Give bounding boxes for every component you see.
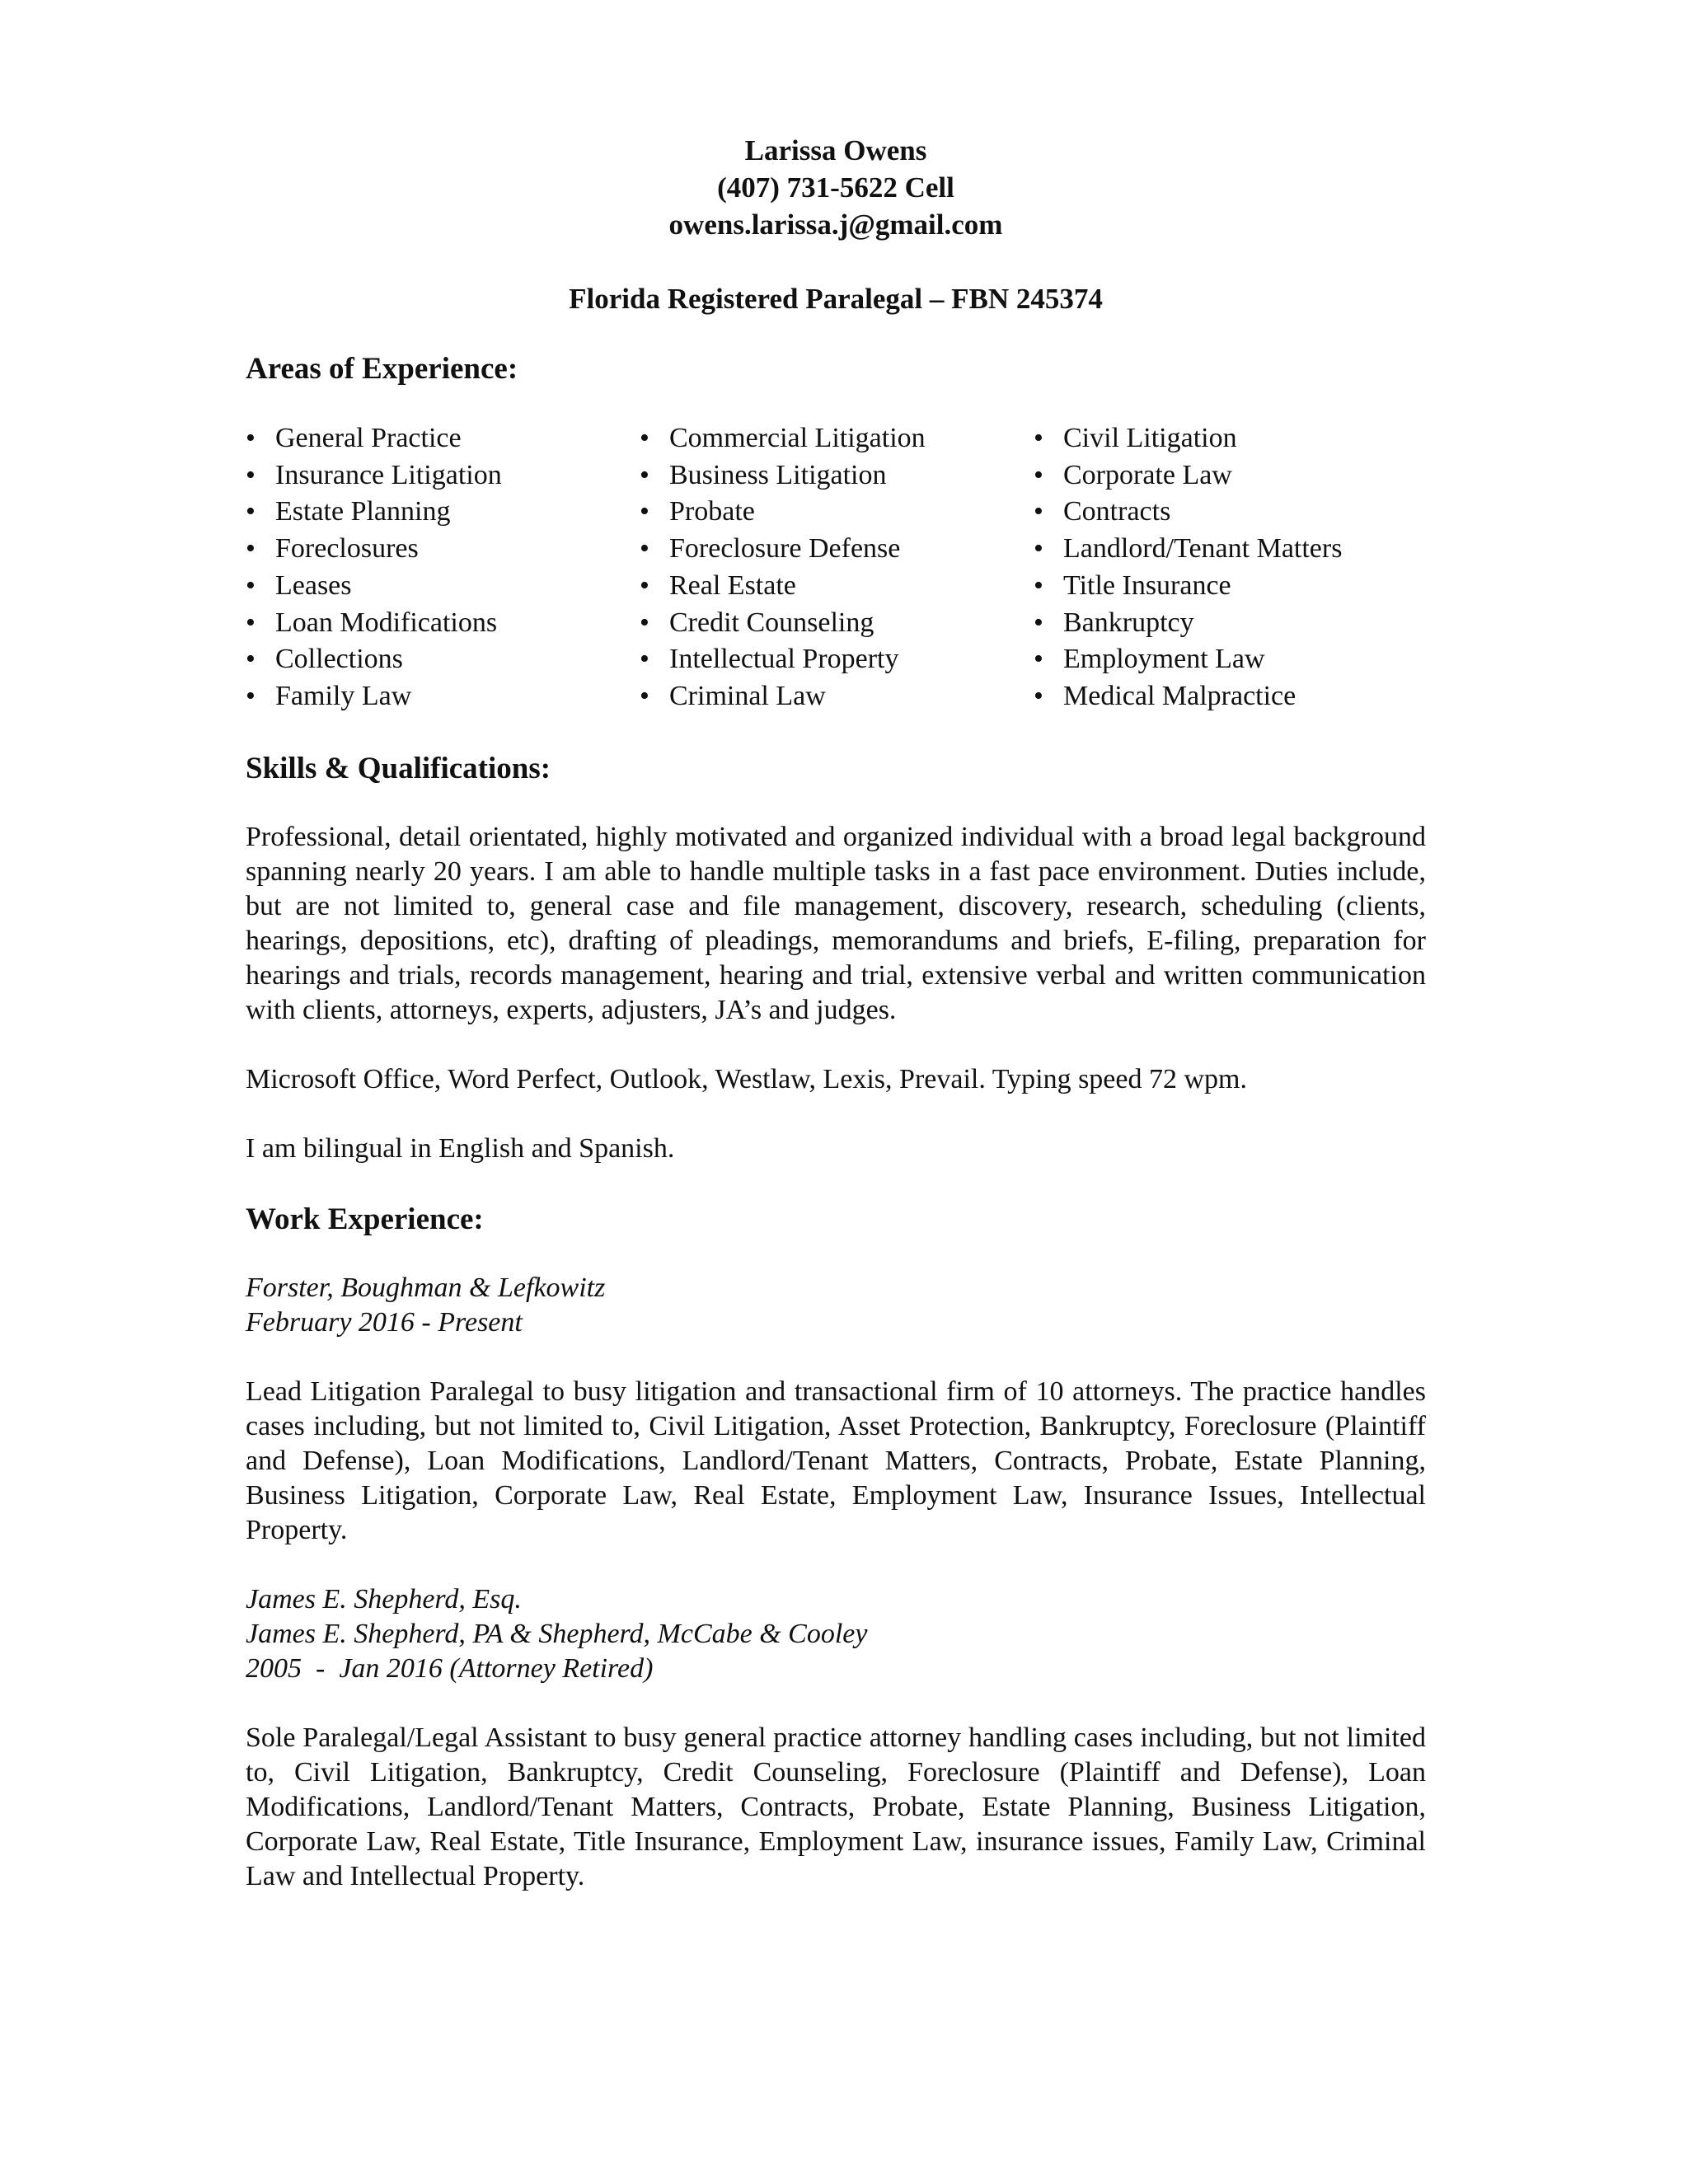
skills-summary: Professional, detail orientated, highly motivated and organized individual with a broad legal background spanning nearly 20 years. I am able to handle multiple tasks in a fast pace environment. Duties include, but are not limited to, general case and file management, discovery, research, scheduling (clients, hearings, depositions, etc), drafting of pleadings, memorandums and briefs, E-filing, preparation for hearings and trials, records management, hearing and trial, extensive verbal and written communication with clients, attorneys, experts, adjusters, JA’s and judges.: [246, 821, 1426, 1025]
area-item: • Corporate Law: [1034, 457, 1426, 494]
area-item: • Foreclosures: [246, 531, 640, 568]
areas-column-1: [246, 420, 640, 715]
area-item: • Landlord/Tenant Matters: [1034, 531, 1426, 568]
job-2-attorney: James E. Shepherd, Esq.: [246, 1583, 522, 1615]
candidate-phone: (407) 731-5622 Cell: [717, 171, 954, 204]
areas-grid: [246, 420, 1426, 715]
area-item: • Credit Counseling: [640, 605, 1034, 642]
area-item: • General Practice: [246, 420, 640, 457]
candidate-email: owens.larissa.j@gmail.com: [668, 209, 1003, 241]
area-item: • Business Litigation: [640, 457, 1034, 494]
area-item: • Collections: [246, 641, 640, 678]
areas-heading: Areas of Experience:: [246, 352, 518, 386]
area-item: • Probate: [640, 494, 1034, 531]
candidate-name: Larissa Owens: [744, 134, 927, 166]
skills-languages: I am bilingual in English and Spanish.: [246, 1132, 675, 1164]
area-item: • Intellectual Property: [640, 641, 1034, 678]
area-item: • Medical Malpractice: [1034, 678, 1426, 715]
job-2-header: [246, 1582, 1426, 1686]
area-item: • Leases: [246, 568, 640, 605]
job-1-header: [246, 1271, 1426, 1340]
skills-software: Microsoft Office, Word Perfect, Outlook, Westlaw, Lexis, Prevail. Typing speed 72 wpm.: [246, 1063, 1247, 1094]
areas-column-2: [640, 420, 1034, 715]
area-item: • Loan Modifications: [246, 605, 640, 642]
job-1-description: Lead Litigation Paralegal to busy litigation and transactional firm of 10 attorneys. The practice handles cases including, but not limited to, Civil Litigation, Asset Protection, Bankruptcy, Foreclosure (Plaintiff and Defense), Loan Modifications, Landlord/Tenant Matters, Contracts, Probate, Estate Planning, Business Litigation, Corporate Law, Real Estate, Employment Law, Insurance Issues, Intellectual Property.: [246, 1376, 1426, 1545]
job-1-dates: February 2016 - Present: [246, 1306, 523, 1338]
resume-page: [246, 132, 1426, 1894]
skills-heading: Skills & Qualifications:: [246, 751, 551, 785]
candidate-credential: Florida Registered Paralegal – FBN 245374: [569, 283, 1103, 315]
area-item: • Contracts: [1034, 494, 1426, 531]
job-2-description: Sole Paralegal/Legal Assistant to busy general practice attorney handling cases including, but not limited to, Civil Litigation, Bankruptcy, Credit Counseling, Foreclosure (Plaintiff and Defense), Loan Modifications, Landlord/Tenant Matters, Contracts, Probate, Estate Planning, Business Litigation, Corporate Law, Real Estate, Title Insurance, Employment Law, insurance issues, Family Law, Criminal Law and Intellectual Property.: [246, 1722, 1426, 1891]
resume-header: [246, 132, 1426, 317]
area-item: • Civil Litigation: [1034, 420, 1426, 457]
job-1-firm: Forster, Boughman & Lefkowitz: [246, 1272, 606, 1303]
area-item: • Title Insurance: [1034, 568, 1426, 605]
area-item: • Insurance Litigation: [246, 457, 640, 494]
job-2-dates: 2005 - Jan 2016 (Attorney Retired): [246, 1652, 654, 1684]
area-item: • Family Law: [246, 678, 640, 715]
area-item: • Bankruptcy: [1034, 605, 1426, 642]
area-item: • Employment Law: [1034, 641, 1426, 678]
job-2-firm: James E. Shepherd, PA & Shepherd, McCabe & Cooley: [246, 1618, 868, 1649]
area-item: • Foreclosure Defense: [640, 531, 1034, 568]
areas-column-3: [1034, 420, 1426, 715]
area-item: • Criminal Law: [640, 678, 1034, 715]
header-spacer: [246, 243, 1426, 280]
area-item: • Commercial Litigation: [640, 420, 1034, 457]
area-item: • Real Estate: [640, 568, 1034, 605]
area-item: • Estate Planning: [246, 494, 640, 531]
work-heading: Work Experience:: [246, 1202, 484, 1236]
